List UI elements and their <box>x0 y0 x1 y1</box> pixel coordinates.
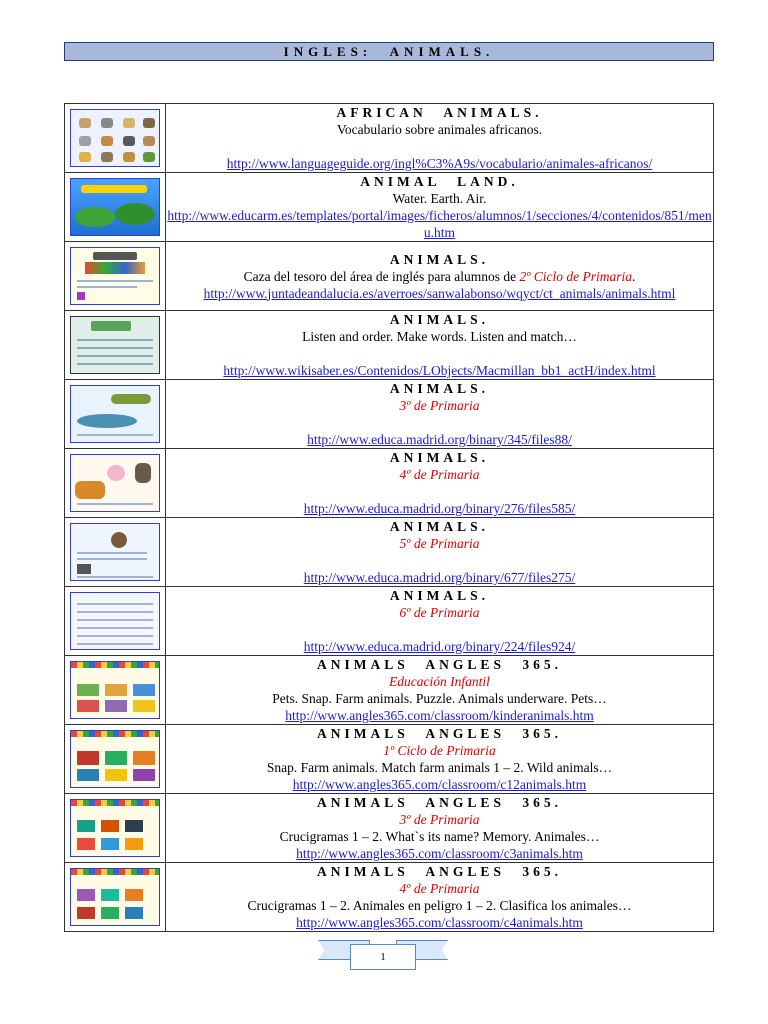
resource-description: Water. Earth. Air. <box>392 191 487 206</box>
resource-link[interactable]: http://www.languageguide.org/ingl%C3%A9s/vocabulario/animales-africanos/ <box>226 156 653 171</box>
educamadrid-4-thumbnail <box>70 454 160 512</box>
resource-link[interactable]: http://www.wikisaber.es/Contenidos/LObjects/Macmillan_bb1_actH/index.html <box>223 363 656 378</box>
resource-link[interactable]: http://www.educa.madrid.org/binary/677/files275/ <box>303 570 576 585</box>
angles365-kinder-thumbnail <box>70 661 160 719</box>
level-text: 5º de Primaria <box>399 536 480 551</box>
level-text: 1º Ciclo de Primaria <box>383 743 496 758</box>
table-row <box>65 518 714 587</box>
level-text: 2º Ciclo de Primaria <box>519 268 633 284</box>
resource-title: ANIMAL LAND. <box>360 174 519 189</box>
resource-title: ANIMALS ANGLES 365. <box>317 657 562 672</box>
resource-description: Snap. Farm animals. Match farm animals 1 – 2. Wild animals… <box>266 760 613 775</box>
african-animals-thumbnail <box>70 109 160 167</box>
resource-title: ANIMALS ANGLES 365. <box>317 864 562 879</box>
table-row <box>65 656 714 725</box>
resource-description: Crucigramas 1 – 2. What`s its name? Memory. Animales… <box>279 829 600 844</box>
resource-link[interactable]: http://www.educa.madrid.org/binary/276/files585/ <box>303 501 576 516</box>
description-text: Caza del tesoro del área de inglés para alumnos de <box>243 268 520 284</box>
resource-link[interactable]: http://www.angles365.com/classroom/c12animals.htm <box>292 777 587 792</box>
table-row <box>65 863 714 932</box>
level-text: Educación Infantil <box>389 674 490 689</box>
resource-title: ANIMALS. <box>389 381 490 396</box>
level-text: 3º de Primaria <box>399 398 480 413</box>
educamadrid-6-thumbnail <box>70 592 160 650</box>
level-text: 4º de Primaria <box>399 467 480 482</box>
angles365-c12-thumbnail <box>70 730 160 788</box>
table-row <box>65 173 714 242</box>
resource-title: ANIMALS ANGLES 365. <box>317 726 562 741</box>
resource-link[interactable]: http://www.juntadeandalucia.es/averroes/sanwalabonso/wqyct/ct_animals/animals.html <box>203 285 676 301</box>
resource-title: ANIMALS. <box>389 251 490 267</box>
table-row <box>65 794 714 863</box>
wikisaber-thumbnail <box>70 316 160 374</box>
table-row <box>65 242 714 311</box>
table-row <box>65 587 714 656</box>
angles365-c3-thumbnail <box>70 799 160 857</box>
resource-description <box>166 268 713 285</box>
table-row <box>65 725 714 794</box>
resource-description: Vocabulario sobre animales africanos. <box>336 122 543 137</box>
level-text: 3º de Primaria <box>399 812 480 827</box>
table-row <box>65 449 714 518</box>
resource-link[interactable]: http://www.angles365.com/classroom/kinderanimals.htm <box>285 708 594 723</box>
treasure-hunt-thumbnail <box>70 247 160 305</box>
resource-title: ANIMALS. <box>389 519 490 534</box>
table-row <box>65 104 714 173</box>
level-text: 4º de Primaria <box>399 881 480 896</box>
resource-link[interactable]: http://www.educa.madrid.org/binary/345/files88/ <box>307 432 572 447</box>
animal-land-thumbnail <box>70 178 160 236</box>
resource-description: Pets. Snap. Farm animals. Puzzle. Animals underware. Pets… <box>272 691 607 706</box>
resource-description: Crucigramas 1 – 2. Animales en peligro 1 – 2. Clasifica los animales… <box>247 898 632 913</box>
table-row <box>65 380 714 449</box>
resource-title: AFRICAN ANIMALS. <box>336 105 543 120</box>
resource-title: ANIMALS. <box>389 312 490 327</box>
resource-description: Listen and order. Make words. Listen and match… <box>302 329 577 344</box>
page-number: 1 <box>350 944 416 970</box>
resource-title: ANIMALS. <box>389 450 490 465</box>
description-end: . <box>632 268 636 284</box>
educamadrid-3-thumbnail <box>70 385 160 443</box>
level-text: 6º de Primaria <box>399 605 480 620</box>
resource-link[interactable]: http://www.angles365.com/classroom/c3animals.htm <box>296 846 583 861</box>
resource-link[interactable]: http://www.educarm.es/templates/portal/images/ficheros/alumnos/1/secciones/4/contenidos/851/menu.htm <box>167 208 712 240</box>
resource-link[interactable]: http://www.angles365.com/classroom/c4animals.htm <box>296 915 583 930</box>
resource-title: ANIMALS ANGLES 365. <box>317 795 562 810</box>
page-title: INGLES: ANIMALS. <box>64 42 714 61</box>
resource-title: ANIMALS. <box>389 588 490 603</box>
table-row <box>65 311 714 380</box>
resources-table <box>64 103 714 932</box>
angles365-c4-thumbnail <box>70 868 160 926</box>
resource-link[interactable]: http://www.educa.madrid.org/binary/224/files924/ <box>303 639 576 654</box>
educamadrid-5-thumbnail <box>70 523 160 581</box>
